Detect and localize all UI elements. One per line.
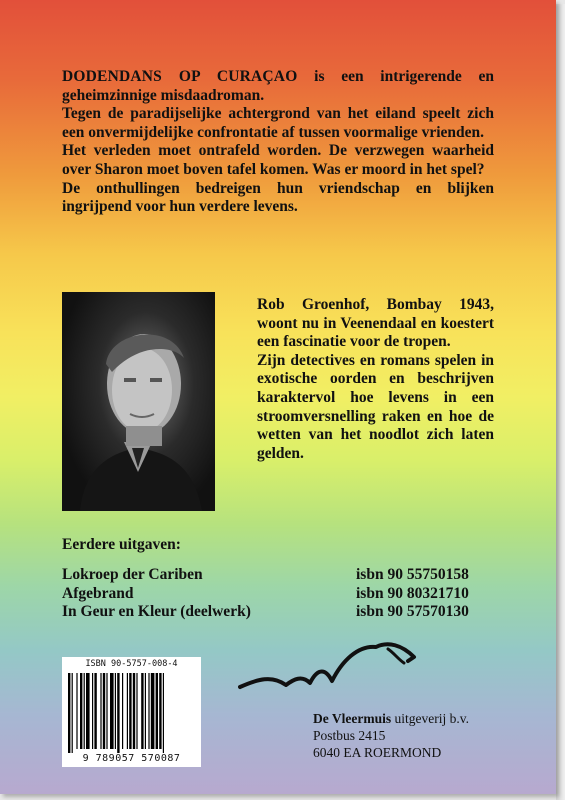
publisher-suffix: uitgeverij b.v. [391, 711, 469, 726]
bio-paragraph-2: Zijn detectives en romans spelen in exotische oorden en beschrijven karaktervol hoe levens in een stroomversnelling raken en hoe de wetten van het noodlot zich laten gelden. [257, 351, 494, 462]
barcode-isbn-label: ISBN 90-5757-008-4 [85, 659, 178, 669]
barcode [62, 657, 201, 767]
list-item [62, 585, 496, 604]
previous-editions-heading: Eerdere uitgaven: [62, 536, 181, 553]
author-photo [62, 292, 215, 511]
barcode-bars [68, 673, 195, 753]
previous-editions-list [62, 566, 496, 622]
publisher-line [313, 710, 469, 727]
book-isbn: isbn 90 80321710 [356, 584, 469, 602]
blurb-paragraph-3: Het verleden moet ontrafeld worden. De verzwegen waarheid over Sharon moet boven tafel komen. Was er moord in het spel? [62, 142, 494, 178]
list-item [62, 566, 496, 585]
book-title: DODENDANS OP CURAÇAO [62, 68, 298, 85]
blurb-paragraph-2: Tegen de paradijselijke achtergrond van het eiland speelt zich een onvermijdelijke confrontatie af tussen voormalige vrienden. [62, 105, 494, 141]
blurb-paragraph-4: De onthullingen bedreigen hun vriendschap en blijken ingrijpend voor hun verdere levens. [62, 179, 494, 216]
blurb-text-1: is een intrigerende en geheimzinnige misdaadroman. [62, 68, 494, 104]
publisher-name: De Vleermuis [313, 711, 392, 726]
author-portrait-drawing [62, 292, 215, 511]
barcode-digits: 9 789057 570087 [82, 753, 181, 764]
book-isbn: isbn 90 55750158 [356, 566, 469, 583]
bat-logo [238, 637, 438, 707]
author-bio [257, 296, 494, 463]
book-title-item: Afgebrand [62, 584, 134, 602]
book-isbn: isbn 90 57570130 [356, 603, 469, 621]
blurb-text [62, 68, 494, 217]
publisher-address-1: Postbus 2415 [313, 728, 386, 743]
bio-paragraph-1: Rob Groenhof, Bombay 1943, woont nu in Veenendaal en koestert een fascinatie voor de tropen. [257, 296, 494, 351]
publisher-info [313, 710, 469, 761]
book-title-item: In Geur en Kleur (deelwerk) [62, 603, 251, 621]
page-edge [556, 4, 565, 800]
list-item [62, 603, 496, 622]
book-title-item: Lokroep der Cariben [62, 566, 203, 583]
blurb-paragraph-1 [62, 68, 494, 105]
publisher-address-2: 6040 EA ROERMOND [313, 745, 442, 760]
